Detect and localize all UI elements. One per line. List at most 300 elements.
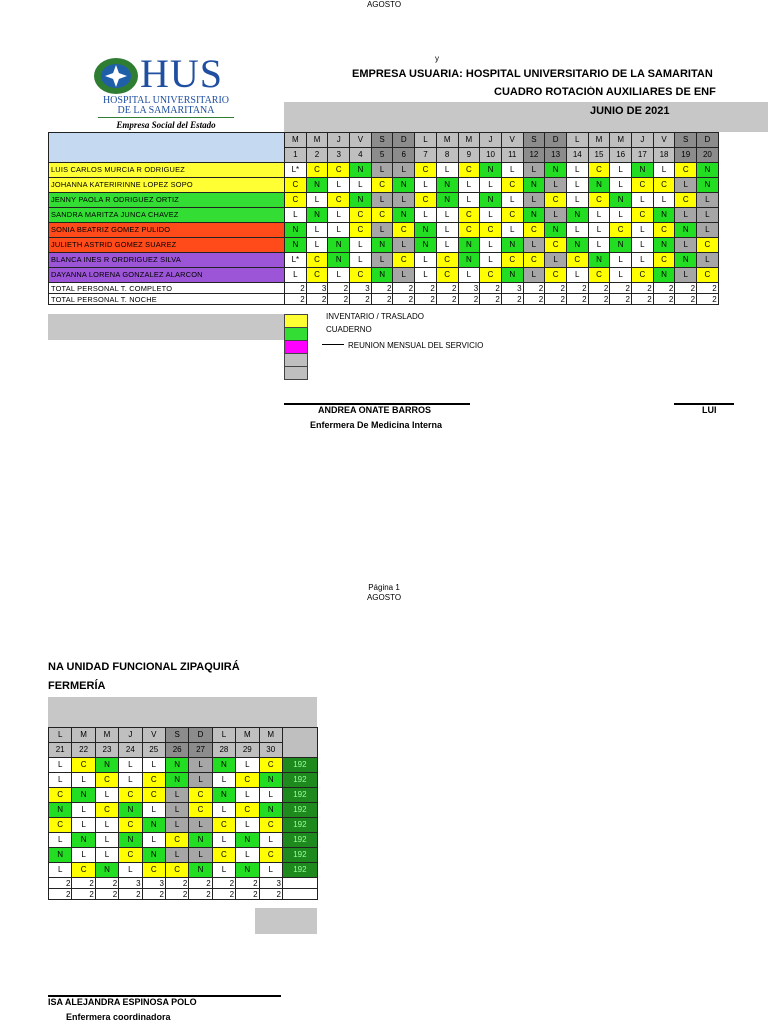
- shift-cell: C: [545, 238, 567, 253]
- shift-cell: C: [72, 863, 95, 878]
- shift-cell: N: [189, 833, 212, 848]
- shift-cell: L: [393, 193, 415, 208]
- shift-cell: L: [415, 208, 437, 223]
- shift-cell: L: [212, 833, 235, 848]
- shift-cell: C: [436, 253, 458, 268]
- total-cell: 2: [328, 283, 350, 294]
- shift-cell: L: [632, 193, 654, 208]
- total-cell: 2: [501, 294, 523, 305]
- shift-cell: L: [566, 193, 588, 208]
- total-blank-cell: [282, 889, 317, 900]
- shift-cell: N: [236, 863, 259, 878]
- total-cell: 2: [371, 294, 393, 305]
- weekday-cell: M: [458, 133, 480, 148]
- shift-cell: N: [566, 238, 588, 253]
- shift-cell: L: [480, 238, 502, 253]
- shift-cell: L: [49, 863, 72, 878]
- shift-cell: C: [393, 223, 415, 238]
- shift-cell: C: [675, 163, 697, 178]
- shift-cell: L: [142, 803, 165, 818]
- shift-cell: L: [212, 863, 235, 878]
- shift-cell: C: [328, 163, 350, 178]
- total-cell: 2: [415, 294, 437, 305]
- total-cell: 2: [610, 283, 632, 294]
- shift-cell: C: [545, 193, 567, 208]
- weekday-cell: L: [566, 133, 588, 148]
- total-cell: 2: [306, 294, 328, 305]
- shift-cell: C: [189, 788, 212, 803]
- shift-cell: L: [632, 223, 654, 238]
- total-cell: 2: [119, 889, 142, 900]
- shift-cell: C: [501, 178, 523, 193]
- shift-cell: L: [371, 223, 393, 238]
- table-row: [49, 818, 318, 833]
- shift-cell: N: [371, 238, 393, 253]
- shift-cell: L: [566, 268, 588, 283]
- total-cell: 2: [189, 878, 212, 889]
- daynum-cell: 6: [393, 148, 415, 163]
- total-cell: 2: [523, 294, 545, 305]
- header-blank-cell: [282, 728, 317, 758]
- total-row: [49, 878, 318, 889]
- shift-cell: L: [588, 238, 610, 253]
- weekday-cell: M: [95, 728, 118, 743]
- weekday-cell: M: [588, 133, 610, 148]
- total-cell: 2: [95, 878, 118, 889]
- shift-cell: N: [259, 773, 282, 788]
- shift-cell: N: [328, 238, 350, 253]
- shift-cell: L: [566, 178, 588, 193]
- shift-cell: L: [350, 253, 372, 268]
- daynum-cell: 30: [259, 743, 282, 758]
- shift-cell: L: [165, 803, 188, 818]
- shift-cell: N: [523, 208, 545, 223]
- hours-cell: 192: [282, 833, 317, 848]
- shift-cell: N: [480, 193, 502, 208]
- table-row: [49, 268, 719, 283]
- daynum-cell: 3: [328, 148, 350, 163]
- shift-cell: N: [675, 253, 697, 268]
- weekday-cell: D: [545, 133, 567, 148]
- shift-cell: C: [350, 208, 372, 223]
- weekday-cell: M: [236, 728, 259, 743]
- total-cell: 2: [458, 294, 480, 305]
- shift-cell: L: [501, 193, 523, 208]
- shift-cell: L: [480, 178, 502, 193]
- weekday-cell: V: [653, 133, 675, 148]
- total-cell: 2: [545, 294, 567, 305]
- daynum-cell: 5: [371, 148, 393, 163]
- shift-cell: C: [285, 193, 307, 208]
- weekday-cell: M: [306, 133, 328, 148]
- shift-cell: N: [653, 208, 675, 223]
- shift-cell: L: [610, 253, 632, 268]
- total-cell: 2: [285, 294, 307, 305]
- table-row: [49, 223, 719, 238]
- total-cell: 2: [653, 294, 675, 305]
- shift-cell: L: [328, 208, 350, 223]
- shift-cell: C: [350, 223, 372, 238]
- shift-cell: C: [49, 818, 72, 833]
- shift-cell: L: [328, 178, 350, 193]
- shift-cell: N: [306, 178, 328, 193]
- shift-cell: L: [371, 253, 393, 268]
- header-band: [284, 102, 768, 132]
- daynum-cell: 11: [501, 148, 523, 163]
- daynum-row: [49, 743, 318, 758]
- shift-cell: C: [142, 863, 165, 878]
- signature3-role: Enfermera coordinadora: [66, 1012, 171, 1022]
- weekday-cell: L: [415, 133, 437, 148]
- shift-cell: L: [697, 223, 719, 238]
- weekday-cell: D: [189, 728, 212, 743]
- daynum-cell: 2: [306, 148, 328, 163]
- page-label: Página 1: [368, 583, 400, 592]
- shift-cell: L: [142, 833, 165, 848]
- shift-cell: L: [236, 818, 259, 833]
- shift-cell: L: [119, 758, 142, 773]
- weekday-cell: S: [523, 133, 545, 148]
- daynum-cell: 14: [566, 148, 588, 163]
- total-cell: 3: [142, 878, 165, 889]
- total-cell: 3: [350, 283, 372, 294]
- shift-cell: L: [415, 178, 437, 193]
- y-mark: y: [435, 54, 439, 63]
- shift-cell: L: [653, 163, 675, 178]
- shift-cell: L: [165, 818, 188, 833]
- total-cell: 2: [588, 294, 610, 305]
- shift-cell: L: [523, 193, 545, 208]
- shift-cell: L: [436, 208, 458, 223]
- shift-cell: C: [285, 178, 307, 193]
- shift-cell: C: [458, 223, 480, 238]
- shift-cell: L: [501, 223, 523, 238]
- logo-line2: DE LA SAMARITANA: [117, 105, 215, 116]
- weekday-cell: J: [328, 133, 350, 148]
- total-cell: 2: [675, 283, 697, 294]
- total-cell: 2: [480, 294, 502, 305]
- weekday-cell: J: [632, 133, 654, 148]
- daynum-cell: 27: [189, 743, 212, 758]
- daynum-cell: 24: [119, 743, 142, 758]
- table-row: [49, 758, 318, 773]
- shift-cell: L: [393, 163, 415, 178]
- shift-cell: L: [371, 193, 393, 208]
- shift-cell: L*: [285, 163, 307, 178]
- weekday-row: [49, 133, 719, 148]
- shift-cell: C: [306, 268, 328, 283]
- header-band-page2: [48, 697, 317, 727]
- table-row: [49, 193, 719, 208]
- weekday-cell: D: [393, 133, 415, 148]
- signature2-name: LUI: [702, 405, 717, 415]
- shift-cell: C: [588, 163, 610, 178]
- total-cell: 2: [436, 283, 458, 294]
- shift-cell: L: [675, 268, 697, 283]
- shift-cell: C: [306, 253, 328, 268]
- shift-cell: L: [119, 863, 142, 878]
- shift-cell: L: [393, 268, 415, 283]
- total-cell: 2: [49, 889, 72, 900]
- total-cell: 2: [259, 889, 282, 900]
- total-cell: 2: [566, 283, 588, 294]
- shift-cell: N: [653, 238, 675, 253]
- shift-cell: L: [212, 803, 235, 818]
- total-cell: 2: [436, 294, 458, 305]
- table-row: [49, 833, 318, 848]
- table-row: [49, 178, 719, 193]
- total-cell: 3: [458, 283, 480, 294]
- logo-divider: [98, 117, 234, 118]
- shift-cell: N: [675, 223, 697, 238]
- shift-cell: N: [653, 268, 675, 283]
- shift-cell: N: [610, 238, 632, 253]
- legend-swatch: [284, 353, 308, 367]
- shift-cell: C: [119, 848, 142, 863]
- legend-swatch: [284, 340, 308, 354]
- table-row: [49, 788, 318, 803]
- shift-cell: L: [566, 223, 588, 238]
- total-cell: 2: [236, 878, 259, 889]
- shift-cell: L: [458, 178, 480, 193]
- shift-cell: L: [610, 208, 632, 223]
- shift-cell: L: [501, 163, 523, 178]
- shift-cell: C: [436, 268, 458, 283]
- weekday-cell: J: [119, 728, 142, 743]
- daynum-cell: 25: [142, 743, 165, 758]
- shift-cell: L: [285, 208, 307, 223]
- shift-cell: N: [501, 238, 523, 253]
- daynum-cell: 4: [350, 148, 372, 163]
- nursing-title: FERMERÍA: [48, 680, 106, 692]
- shift-cell: L: [523, 238, 545, 253]
- weekday-cell: M: [72, 728, 95, 743]
- daynum-cell: 20: [697, 148, 719, 163]
- table-row: [49, 773, 318, 788]
- hours-cell: 192: [282, 803, 317, 818]
- legend-swatch: [284, 366, 308, 380]
- shift-cell: N: [236, 833, 259, 848]
- shift-cell: C: [458, 208, 480, 223]
- shift-cell: N: [566, 208, 588, 223]
- legend-label: CUADERNO: [326, 325, 372, 334]
- shift-cell: L: [189, 773, 212, 788]
- total-cell: 3: [306, 283, 328, 294]
- shift-cell: C: [95, 803, 118, 818]
- shift-cell: N: [306, 208, 328, 223]
- period-label: JUNIO DE 2021: [590, 105, 670, 117]
- shift-cell: N: [212, 758, 235, 773]
- total-cell: 2: [415, 283, 437, 294]
- totals-band-page2: [255, 908, 317, 934]
- shift-cell: L: [350, 238, 372, 253]
- shift-cell: C: [501, 253, 523, 268]
- hours-cell: 192: [282, 758, 317, 773]
- shift-cell: N: [480, 163, 502, 178]
- shift-cell: C: [610, 223, 632, 238]
- shift-cell: L: [259, 833, 282, 848]
- shift-cell: L: [72, 818, 95, 833]
- shift-cell: N: [523, 178, 545, 193]
- shift-cell: C: [523, 253, 545, 268]
- shift-cell: C: [653, 253, 675, 268]
- shift-cell: N: [436, 193, 458, 208]
- hours-cell: 192: [282, 773, 317, 788]
- rotation-title: CUADRO ROTACIÓN AUXILIARES DE ENF: [494, 86, 716, 98]
- shift-cell: C: [632, 178, 654, 193]
- shift-cell: L: [436, 238, 458, 253]
- total-cell: 2: [165, 878, 188, 889]
- shift-cell: L: [95, 818, 118, 833]
- shift-cell: L: [632, 238, 654, 253]
- shift-cell: C: [458, 163, 480, 178]
- shift-cell: L: [142, 758, 165, 773]
- logo-tagline: Empresa Social del Estado: [116, 120, 216, 130]
- shift-cell: L: [285, 268, 307, 283]
- hospital-logo: [88, 51, 244, 134]
- shift-cell: N: [371, 268, 393, 283]
- signature1-role: Enfermera De Medicina Interna: [310, 420, 443, 430]
- total-cell: 2: [285, 283, 307, 294]
- total-cell: 2: [697, 294, 719, 305]
- shift-cell: N: [142, 848, 165, 863]
- hours-cell: 192: [282, 848, 317, 863]
- shift-cell: L: [458, 268, 480, 283]
- shift-cell: C: [142, 773, 165, 788]
- shift-cell: C: [259, 848, 282, 863]
- total-cell: 2: [328, 294, 350, 305]
- shift-cell: L: [49, 758, 72, 773]
- shift-cell: L: [328, 268, 350, 283]
- shift-cell: C: [236, 803, 259, 818]
- staff-name: BLANCA INES R ORDRIGUEZ SILVA: [49, 253, 285, 268]
- shift-cell: C: [415, 193, 437, 208]
- shift-cell: N: [588, 178, 610, 193]
- shift-cell: L: [95, 833, 118, 848]
- shift-cell: L: [632, 253, 654, 268]
- shift-cell: L: [328, 223, 350, 238]
- daynum-cell: 13: [545, 148, 567, 163]
- shift-cell: C: [523, 223, 545, 238]
- shift-cell: L: [436, 223, 458, 238]
- shift-cell: C: [189, 803, 212, 818]
- shift-cell: N: [393, 178, 415, 193]
- staff-name: LUIS CARLOS MURCIA R ODRIGUEZ: [49, 163, 285, 178]
- shift-cell: L: [259, 863, 282, 878]
- shift-cell: C: [306, 163, 328, 178]
- daynum-cell: 21: [49, 743, 72, 758]
- shift-cell: L: [189, 848, 212, 863]
- total-cell: 2: [653, 283, 675, 294]
- shift-cell: N: [119, 833, 142, 848]
- shift-cell: C: [697, 238, 719, 253]
- hours-cell: 192: [282, 863, 317, 878]
- total-cell: 2: [212, 889, 235, 900]
- shift-cell: C: [653, 223, 675, 238]
- weekday-cell: M: [285, 133, 307, 148]
- staff-name: JOHANNA KATERIRINNE LOPEZ SOPO: [49, 178, 285, 193]
- total-cell: 2: [588, 283, 610, 294]
- shift-cell: N: [610, 193, 632, 208]
- total-cell: 2: [212, 878, 235, 889]
- shift-cell: N: [415, 238, 437, 253]
- shift-cell: N: [697, 163, 719, 178]
- total-cell: 2: [371, 283, 393, 294]
- total-label: TOTAL PERSONAL T. NOCHE: [49, 294, 285, 305]
- header-corner-cell: [49, 133, 285, 163]
- shift-cell: L: [675, 208, 697, 223]
- daynum-cell: 10: [480, 148, 502, 163]
- daynum-cell: 29: [236, 743, 259, 758]
- shift-cell: C: [415, 163, 437, 178]
- hus-emblem-icon: [92, 56, 140, 96]
- shift-cell: N: [142, 818, 165, 833]
- shift-cell: C: [212, 818, 235, 833]
- shift-cell: L: [49, 773, 72, 788]
- shift-cell: L: [675, 178, 697, 193]
- shift-cell: C: [480, 268, 502, 283]
- total-row: [49, 283, 719, 294]
- daynum-cell: 8: [436, 148, 458, 163]
- daynum-cell: 23: [95, 743, 118, 758]
- shift-cell: C: [393, 253, 415, 268]
- daynum-cell: 1: [285, 148, 307, 163]
- signature1-name: ANDREA ONATE BARROS: [318, 405, 432, 415]
- shift-cell: N: [501, 268, 523, 283]
- shift-cell: L: [697, 208, 719, 223]
- staff-name: JULIETH ASTRID GOMEZ SUAREZ: [49, 238, 285, 253]
- shift-cell: N: [458, 238, 480, 253]
- total-cell: 2: [632, 294, 654, 305]
- month-label-top: AGOSTO: [366, 0, 402, 9]
- shift-cell: L: [415, 268, 437, 283]
- total-cell: 2: [95, 889, 118, 900]
- shift-cell: L: [458, 193, 480, 208]
- shift-cell: L: [49, 833, 72, 848]
- weekday-cell: S: [371, 133, 393, 148]
- shift-cell: L: [545, 253, 567, 268]
- legend-rule: [322, 344, 344, 345]
- company-title: EMPRESA USUARIA: HOSPITAL UNIVERSITARIO DE LA SAMARITAN: [352, 68, 713, 80]
- signature3-name: ISA ALEJANDRA ESPINOSA POLO: [48, 997, 197, 1007]
- total-cell: 2: [72, 878, 95, 889]
- shift-cell: C: [588, 268, 610, 283]
- shift-cell: N: [119, 803, 142, 818]
- weekday-cell: M: [610, 133, 632, 148]
- table-row: [49, 803, 318, 818]
- shift-cell: L: [236, 848, 259, 863]
- daynum-cell: 22: [72, 743, 95, 758]
- rotation-table-page2: [48, 727, 318, 900]
- shift-cell: L: [588, 208, 610, 223]
- table-row: [49, 163, 719, 178]
- shift-cell: L: [545, 178, 567, 193]
- shift-cell: C: [259, 818, 282, 833]
- total-cell: 2: [697, 283, 719, 294]
- total-cell: 2: [480, 283, 502, 294]
- daynum-cell: 16: [610, 148, 632, 163]
- shift-cell: N: [72, 833, 95, 848]
- shift-cell: N: [49, 803, 72, 818]
- shift-cell: L: [259, 788, 282, 803]
- total-cell: 2: [165, 889, 188, 900]
- daynum-cell: 26: [165, 743, 188, 758]
- shift-cell: C: [328, 193, 350, 208]
- weekday-cell: S: [675, 133, 697, 148]
- shift-cell: N: [632, 163, 654, 178]
- total-cell: 2: [72, 889, 95, 900]
- shift-cell: C: [119, 818, 142, 833]
